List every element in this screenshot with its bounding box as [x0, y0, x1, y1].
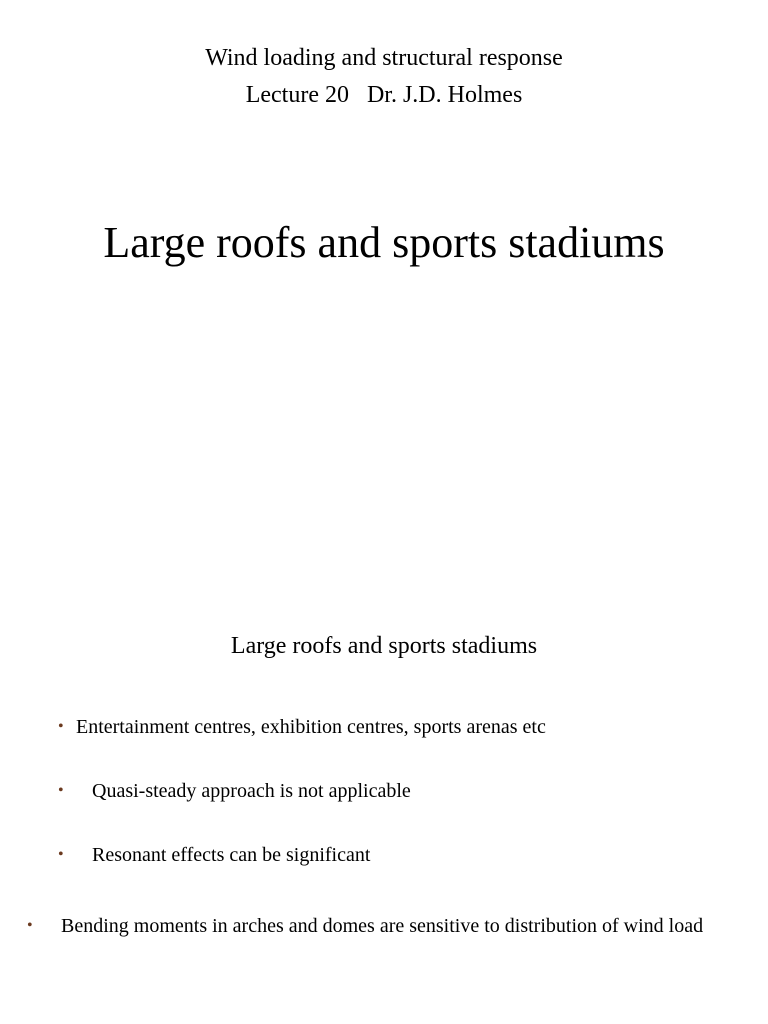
bullet-dot: • — [58, 846, 64, 863]
slide-title: Large roofs and sports stadiums — [103, 218, 665, 267]
bullet-text: Quasi-steady approach is not applicable — [92, 780, 411, 802]
section-title: Large roofs and sports stadiums — [230, 633, 538, 659]
bullet-dot: • — [27, 917, 33, 934]
bullet-text: Entertainment centres, exhibition centres, sports arenas etc — [76, 716, 546, 738]
bullet-dot: • — [58, 718, 64, 735]
bullet-dot: • — [58, 782, 64, 799]
bullet-item — [58, 777, 411, 805]
bullet-text: Bending moments in arches and domes are sensitive to distribution of wind load — [61, 915, 704, 937]
lecture-info: Lecture 20 Dr. J.D. Holmes — [245, 82, 523, 108]
bullet-item — [27, 912, 704, 940]
bullet-item — [58, 841, 371, 869]
bullet-item — [58, 713, 546, 741]
course-title: Wind loading and structural response — [205, 45, 563, 71]
bullet-text: Resonant effects can be significant — [92, 844, 371, 866]
